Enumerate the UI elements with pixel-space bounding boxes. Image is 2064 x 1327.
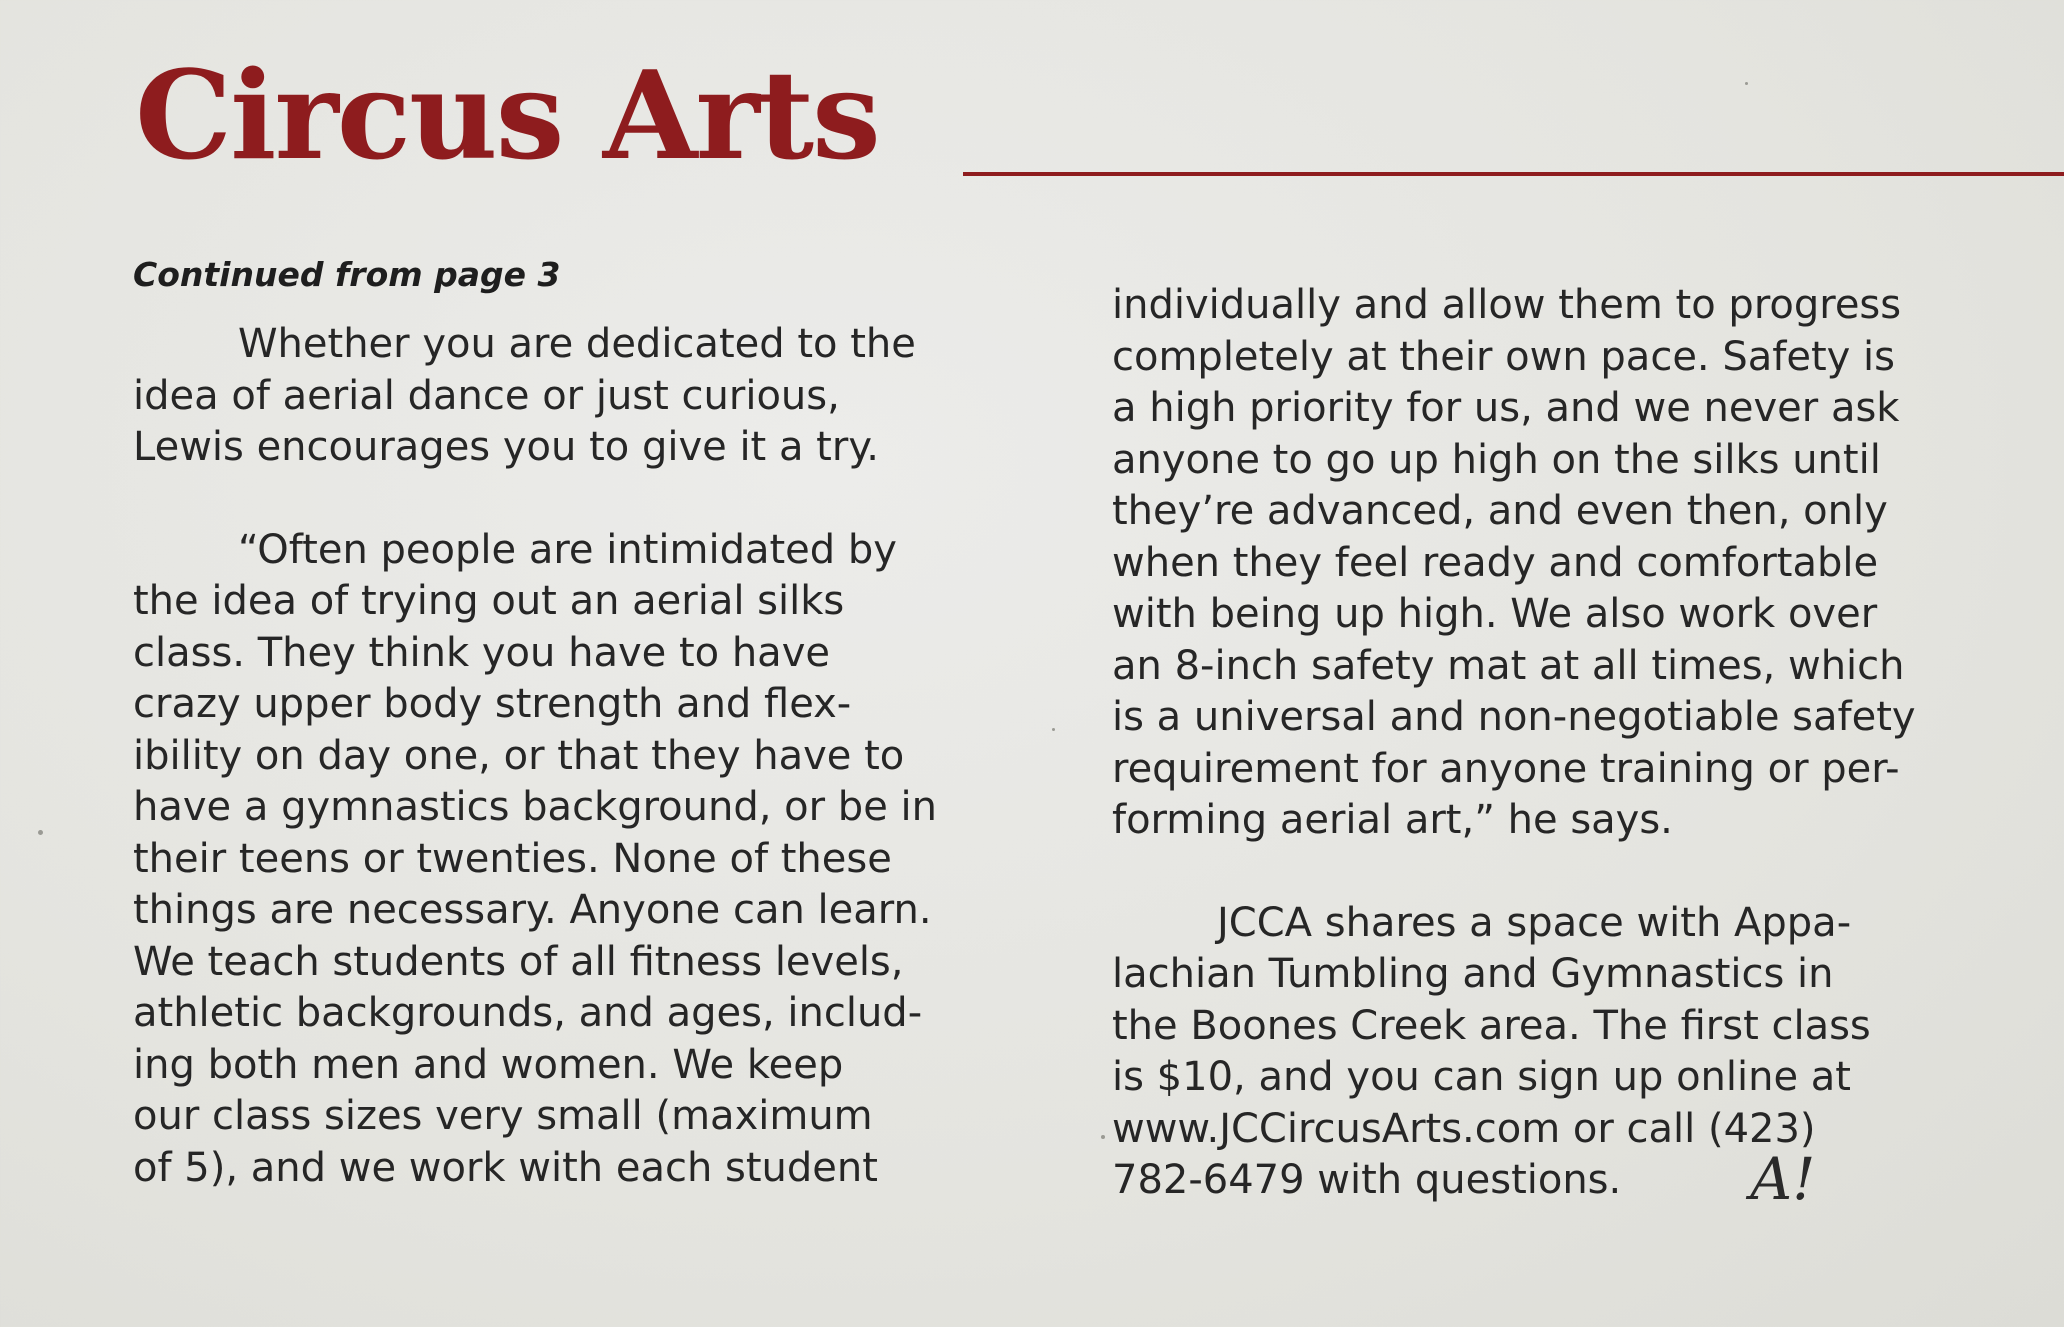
paper-speck: [1745, 82, 1748, 85]
paragraph-quote: “Often people are intimidated by the idea of trying out an aerial silks class. They think you have to have crazy upper body strength and flex- ibility on day one, or that they have to have a gymnastics background, or be in their teens or twenties. None of these things are necessary. Anyone can learn. We teach students of all fitness levels, athletic backgrounds, and ages, includ- ing both men and women. We keep our class sizes very small (maximum of 5), and we work with each student: [133, 526, 937, 1191]
paragraph-gap: [133, 474, 1063, 525]
article-column-left: [133, 253, 1063, 1194]
paragraph-closing-text: JCCA shares a space with Appa- lachian Tumbling and Gymnastics in the Boones Creek area. The first class is $10, and you can sign up online at www.JCCircusArts.com or call (423) 782-6479 with questions.: [1112, 899, 1871, 1203]
paper-speck: [1052, 728, 1055, 731]
continued-from-kicker: Continued from page 3: [133, 255, 561, 294]
paper-speck: [1101, 1135, 1105, 1139]
paper-speck: [38, 830, 43, 835]
section-header: [135, 40, 2015, 190]
paragraph-closing: [1112, 898, 2042, 1213]
section-title: Circus Arts: [135, 43, 879, 187]
paragraph-quote-continued: individually and allow them to progress completely at their own pace. Safety is a high priority for us, and we never ask anyone to go up high on the silks until they’re advanced, and even then, only when they feel ready and comfortable with being up high. We also work over an 8-inch safety mat at all times, which is a universal and non-negotiable safety requirement for anyone training or per- forming aerial art,” he says.: [1112, 282, 1916, 843]
end-mark-signature: A!: [1750, 1145, 1816, 1213]
article-column-right: [1112, 280, 2042, 1213]
paragraph-intro: Whether you are dedicated to the idea of aerial dance or just curious, Lewis encourages you to give it a try.: [133, 321, 916, 470]
paragraph-gap: [1112, 847, 2042, 898]
title-rule: [963, 172, 2064, 176]
